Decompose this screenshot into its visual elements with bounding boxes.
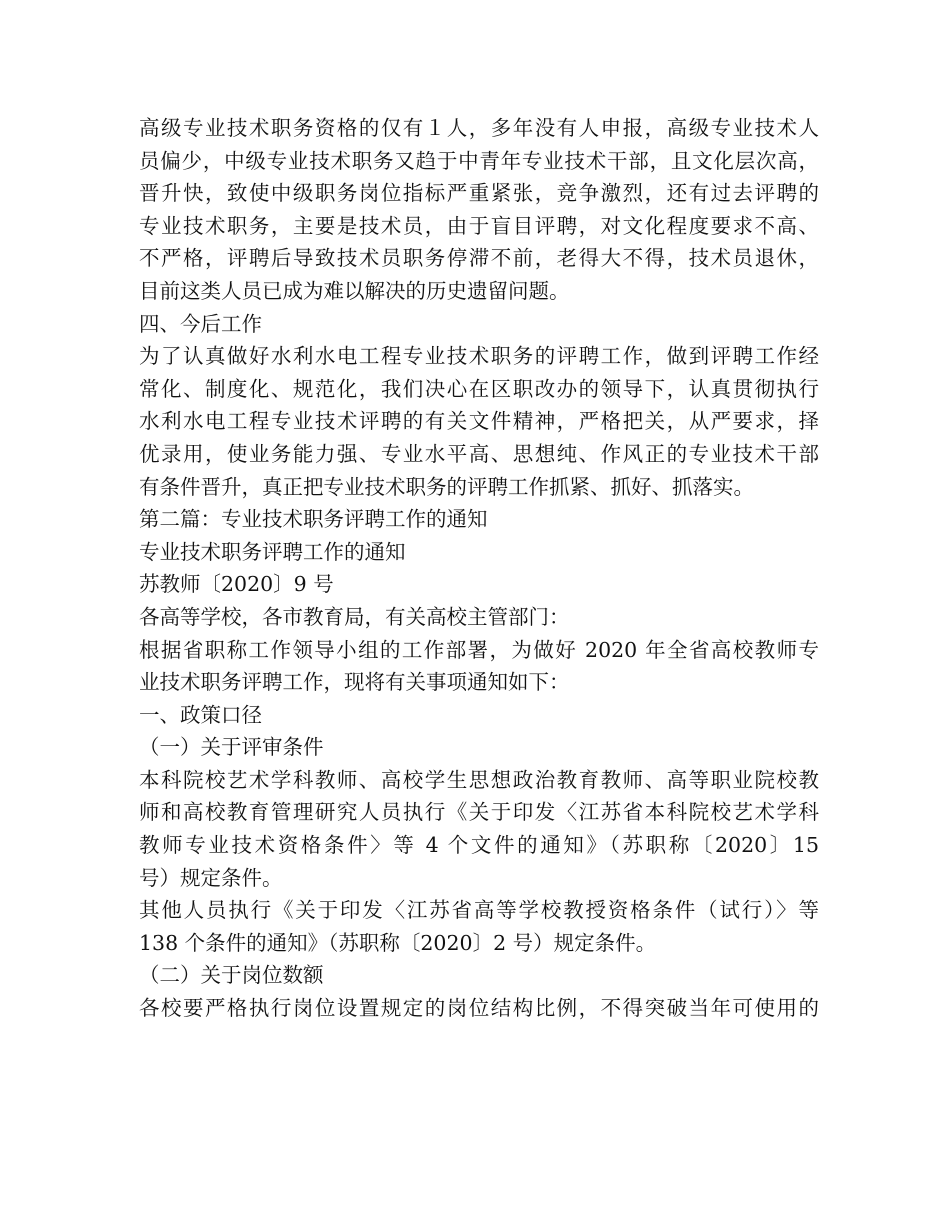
text-line: （一）关于评审条件 (139, 735, 324, 760)
text-line: 四、今后工作 (139, 311, 262, 336)
text-line: 优录用，使业务能力强、专业水平高、思想纯、作风正的专业技术干部 (139, 441, 819, 466)
text-line: 教师专业技术资格条件〉等 4 个文件的通知》（苏职称〔2020〕15 (139, 833, 819, 858)
text-line: 业技术职务评聘工作，现将有关事项通知如下： (139, 670, 570, 695)
text-line: 晋升快，致使中级职务岗位指标严重紧张，竞争激烈，还有过去评聘的 (139, 181, 819, 206)
text-line: 根据省职称工作领导小组的工作部署，为做好 2020 年全省高校教师专 (139, 637, 819, 662)
text-line: 高级专业技术职务资格的仅有１人，多年没有人申报，高级专业技术人 (139, 116, 819, 140)
text-line: 第二篇：专业技术职务评聘工作的通知 (139, 507, 488, 532)
text-line: 各校要严格执行岗位设置规定的岗位结构比例，不得突破当年可使用的 (139, 996, 819, 1021)
text-line: 号）规定条件。 (139, 865, 283, 890)
text-line: 有条件晋升，真正把专业技术职务的评聘工作抓紧、抓好、抓落实。 (139, 474, 754, 499)
document-body (139, 112, 819, 1025)
text-line: 目前这类人员已成为难以解决的历史遗留问题。 (139, 278, 570, 303)
text-line: 138 个条件的通知》（苏职称〔2020〕2 号）规定条件。 (139, 930, 657, 955)
text-line: （二）关于岗位数额 (139, 963, 324, 988)
text-line: 为了认真做好水利水电工程专业技术职务的评聘工作，做到评聘工作经 (139, 344, 819, 369)
text-line: 不严格，评聘后导致技术员职务停滞不前，老得大不得，技术员退休， (139, 246, 819, 271)
text-line: 专业技术职务，主要是技术员，由于盲目评聘，对文化程度要求不高、 (139, 213, 819, 238)
text-line: 一、政策口径 (139, 702, 262, 727)
text-line: 其他人员执行《关于印发〈江苏省高等学校教授资格条件（试行）〉等 (139, 898, 819, 923)
text-line: 苏教师〔2020〕9 号 (139, 572, 334, 597)
text-line: 师和高校教育管理研究人员执行《关于印发〈江苏省本科院校艺术学科 (139, 800, 819, 825)
text-line: 员偏少，中级专业技术职务又趋于中青年专业技术干部，且文化层次高， (139, 148, 819, 173)
text-line: 常化、制度化、规范化，我们决心在区职改办的领导下，认真贯彻执行 (139, 376, 819, 401)
text-line: 水利水电工程专业技术评聘的有关文件精神，严格把关，从严要求，择 (139, 409, 819, 434)
text-line: 专业技术职务评聘工作的通知 (139, 539, 406, 564)
text-line: 各高等学校，各市教育局，有关高校主管部门： (139, 604, 570, 629)
text-line: 本科院校艺术学科教师、高校学生思想政治教育教师、高等职业院校教 (139, 767, 819, 792)
